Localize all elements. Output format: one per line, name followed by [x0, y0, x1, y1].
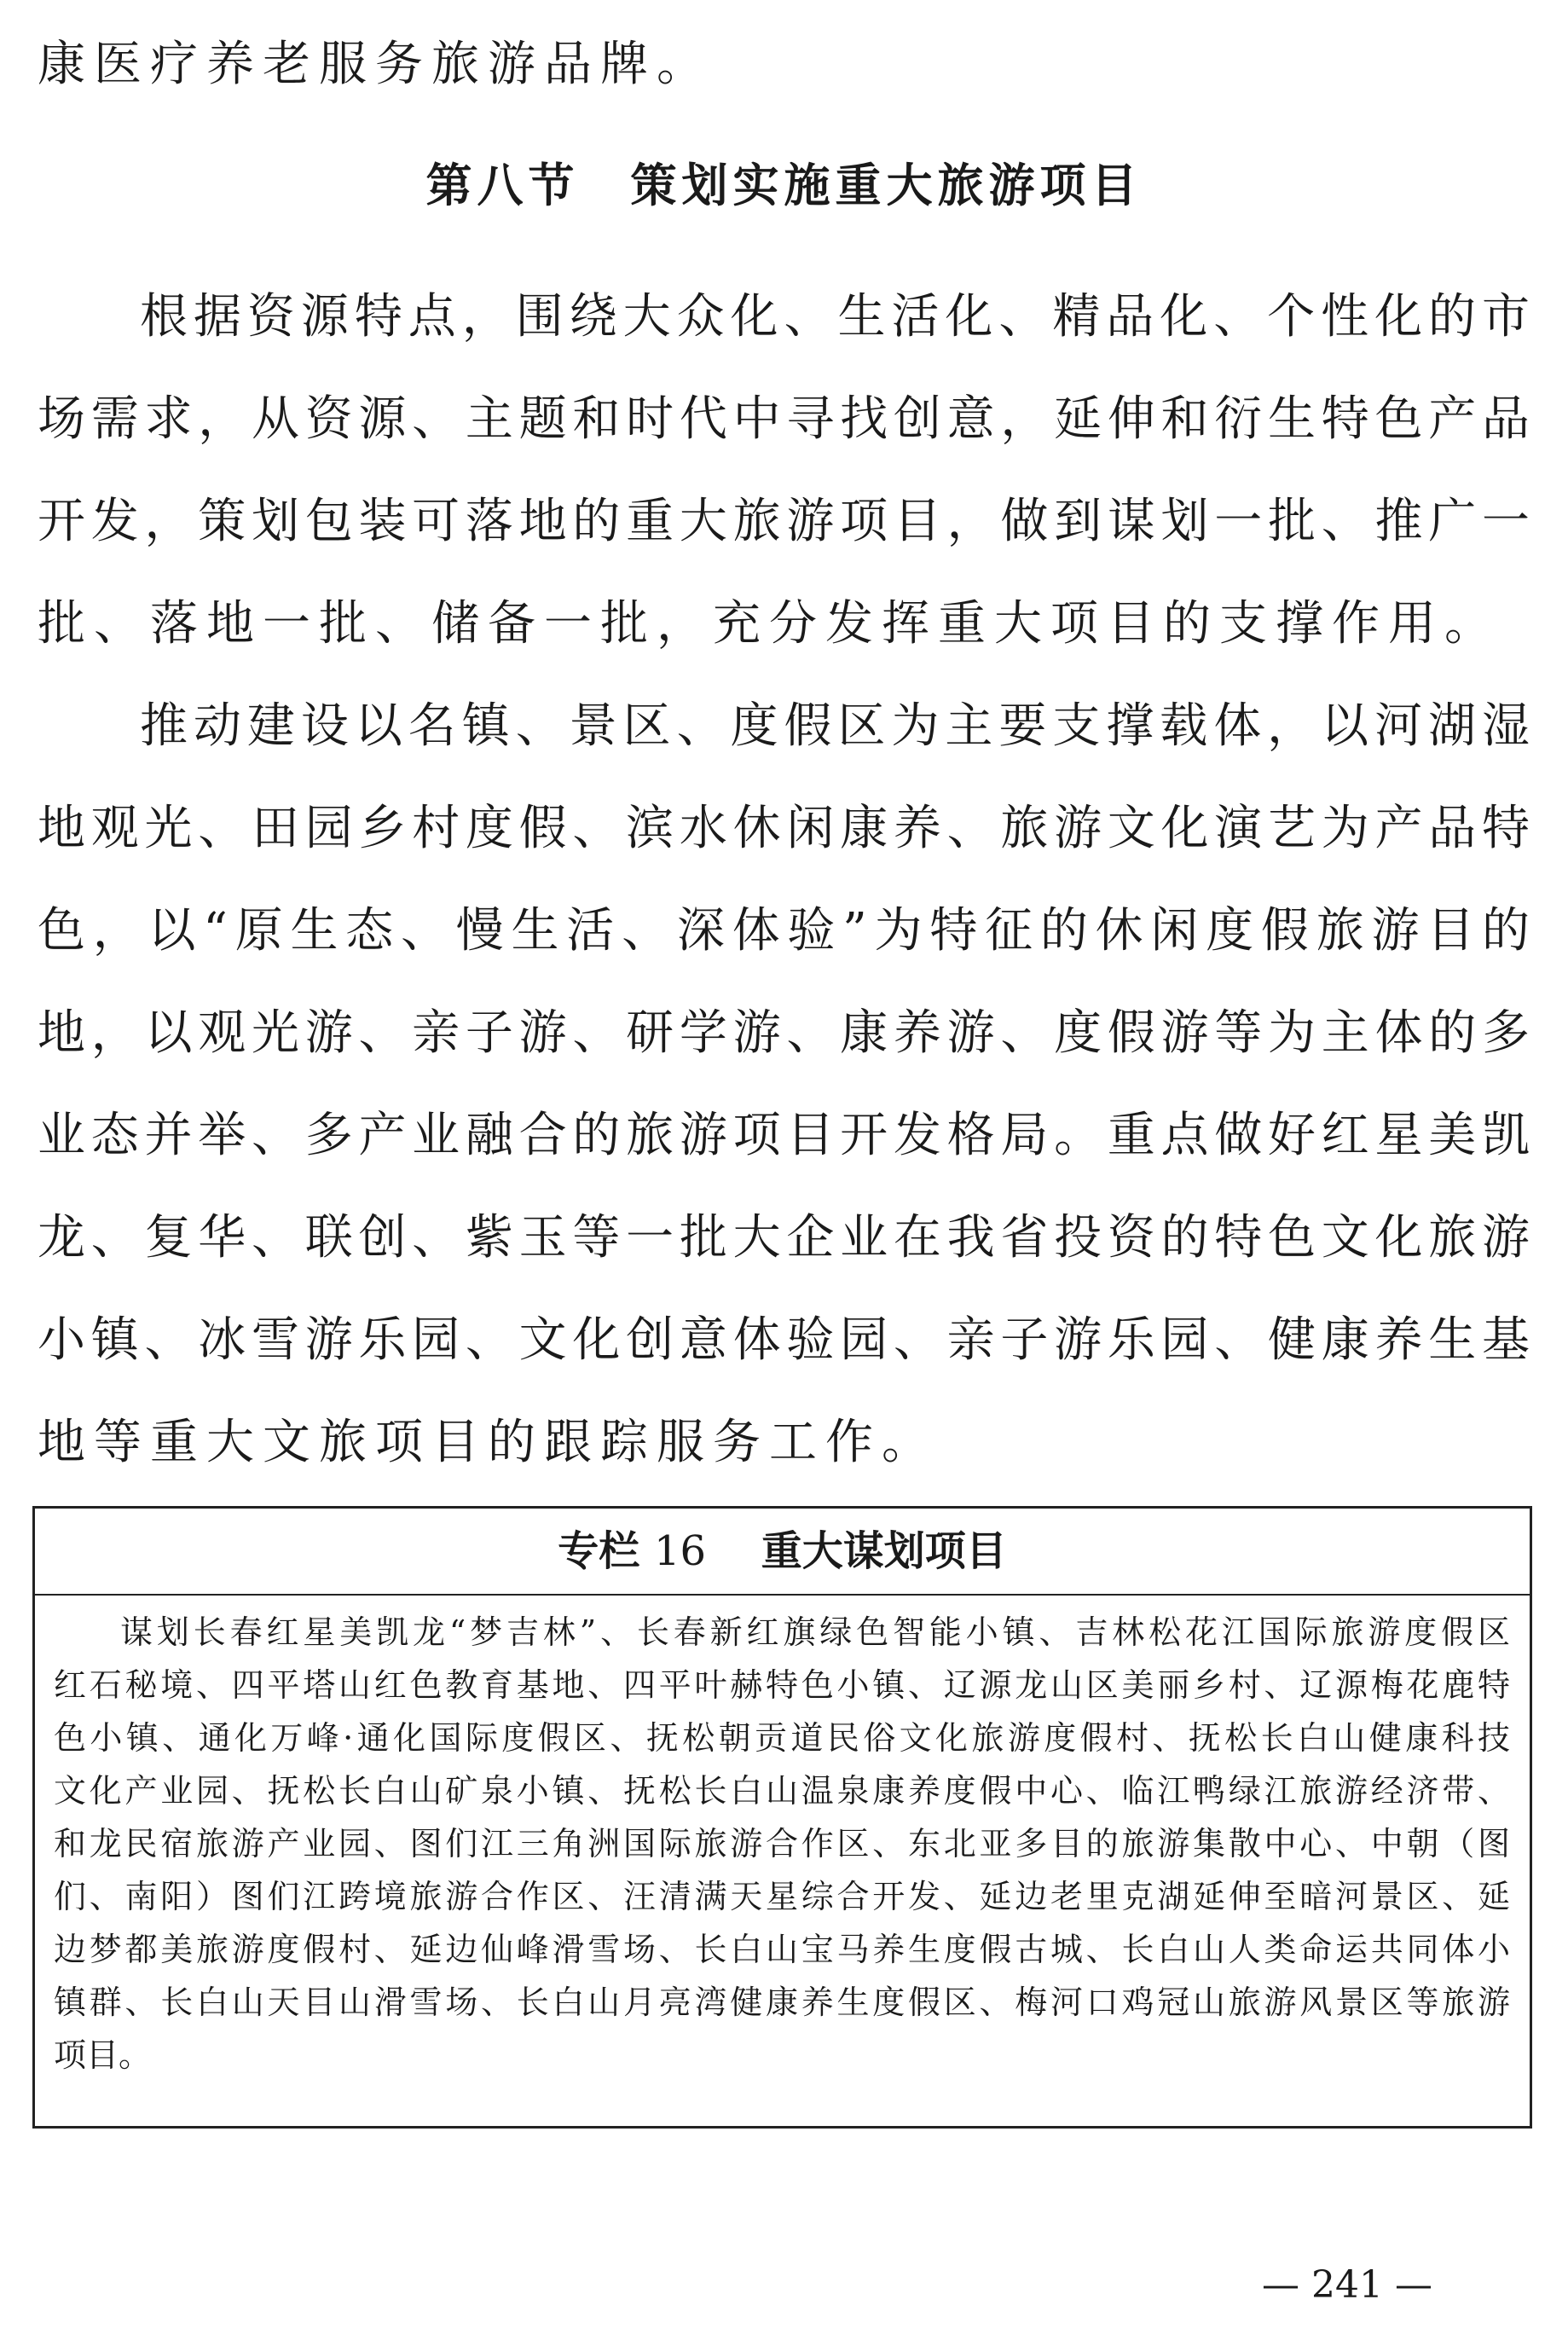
column-box-line: 红石秘境、四平塔山红色教育基地、四平叶赫特色小镇、辽源龙山区美丽乡村、辽源梅花鹿特	[54, 1666, 1510, 1704]
paragraph-line: 根据资源特点，围绕大众化、生活化、精品化、个性化的市	[140, 289, 1530, 345]
page-number: — 241 —	[1262, 2263, 1432, 2307]
column-title-text: 重大谋划项目	[761, 1527, 1007, 1575]
section-title: 第八节 策划实施重大旅游项目	[425, 159, 1143, 212]
column-box-line: 文化产业园、抚松长白山矿泉小镇、抚松长白山温泉康养度假中心、临江鸭绿江旅游经济带、	[54, 1772, 1510, 1810]
paragraph-line: 小镇、冰雪游乐园、文化创意体验园、亲子游乐园、健康养生基	[38, 1312, 1530, 1368]
column-title-number: 16	[653, 1527, 707, 1575]
column-box-line: 谋划长春红星美凯龙“梦吉林”、长春新红旗绿色智能小镇、吉林松花江国际旅游度假区	[120, 1613, 1510, 1651]
paragraph-line: 龙、复华、联创、紫玉等一批大企业在我省投资的特色文化旅游	[38, 1210, 1530, 1266]
paragraph-line: 地等重大文旅项目的跟踪服务工作。	[38, 1415, 938, 1470]
column-box-line: 和龙民宿旅游产业园、图们江三角洲国际旅游合作区、东北亚多目的旅游集散中心、中朝（图	[54, 1825, 1510, 1862]
paragraph-line: 地，以观光游、亲子游、研学游、康养游、度假游等为主体的多	[38, 1005, 1530, 1061]
column-box-line: 项目。	[54, 2036, 152, 2074]
column-box-line: 们、南阳）图们江跨境旅游合作区、汪清满天星综合开发、延边老里克湖延伸至暗河景区、延	[54, 1878, 1510, 1915]
paragraph-line: 色，以“原生态、慢生活、深体验”为特征的休闲度假旅游目的	[38, 903, 1530, 959]
paragraph-line: 推动建设以名镇、景区、度假区为主要支撑载体，以河湖湿	[140, 698, 1530, 754]
continued-text-line: 康医疗养老服务旅游品牌。	[38, 37, 713, 92]
paragraph-line: 场需求，从资源、主题和时代中寻找创意，延伸和衍生特色产品	[38, 391, 1530, 447]
column-box-line: 镇群、长白山天目山滑雪场、长白山月亮湾健康养生度假区、梅河口鸡冠山旅游风景区等旅游	[54, 1984, 1510, 2021]
column-box-line: 边梦都美旅游度假村、延边仙峰滑雪场、长白山宝马养生度假古城、长白山人类命运共同体小	[54, 1931, 1510, 1968]
column-box	[32, 1506, 1532, 2129]
paragraph-line: 业态并举、多产业融合的旅游项目开发格局。重点做好红星美凯	[38, 1108, 1530, 1163]
column-title-prefix: 专栏	[558, 1527, 640, 1575]
paragraph-line: 批、落地一批、储备一批，充分发挥重大项目的支撑作用。	[38, 596, 1501, 652]
column-box-line: 色小镇、通化万峰·通化国际度假区、抚松朝贡道民俗文化旅游度假村、抚松长白山健康科技	[54, 1719, 1510, 1757]
column-box-title	[35, 1509, 1530, 1596]
paragraph-line: 地观光、田园乡村度假、滨水休闲康养、旅游文化演艺为产品特	[38, 801, 1530, 856]
paragraph-line: 开发，策划包装可落地的重大旅游项目，做到谋划一批、推广一	[38, 494, 1530, 549]
